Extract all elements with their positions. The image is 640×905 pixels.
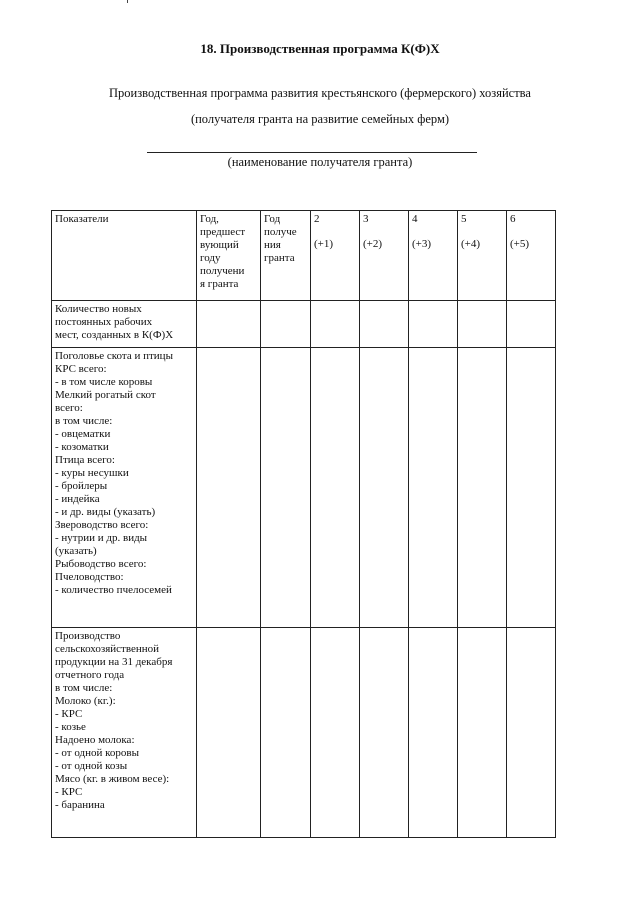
year-offset: (+3) [412, 238, 432, 250]
year-offset: (+4) [461, 238, 481, 250]
page-title: 18. Производственная программа К(Ф)Х [200, 41, 440, 56]
row-label-line: в том числе: [55, 682, 113, 694]
year-offset: (+5) [510, 238, 530, 250]
row-label-line: КРС всего: [55, 363, 107, 375]
row-label [52, 628, 197, 838]
production-program-table [51, 210, 556, 838]
grantee-caption: (наименование получателя гранта) [227, 155, 413, 169]
row-label-line: Надоено молока: [55, 734, 135, 746]
table-row-production [52, 628, 556, 838]
table-row-livestock [52, 348, 556, 628]
header-line: Год [264, 213, 281, 225]
header-year-6 [507, 211, 556, 301]
table-cell [197, 301, 261, 348]
table-cell [261, 301, 311, 348]
header-grant-year [261, 211, 311, 301]
row-label-line: Поголовье скота и птицы [55, 350, 173, 362]
table-cell [409, 301, 458, 348]
row-label-line: Рыбоводство всего: [55, 558, 147, 570]
grantee-name-blank [147, 152, 477, 153]
year-offset: (+1) [314, 238, 334, 250]
row-label-line: (указать) [55, 545, 97, 557]
header-prev-year [197, 211, 261, 301]
table-cell [360, 628, 409, 838]
table-cell [458, 348, 507, 628]
program-subtitle-note: (получателя гранта на развитие семейных ферм) [190, 112, 450, 126]
table-cell [311, 348, 360, 628]
year-number: 3 [363, 213, 369, 225]
row-label-line: - бройлеры [55, 480, 108, 492]
row-label-line: мест, созданных в К(Ф)Х [55, 329, 174, 341]
table-cell [409, 348, 458, 628]
table-cell [311, 628, 360, 838]
header-year-2 [311, 211, 360, 301]
header-line: году [200, 252, 221, 264]
table-cell [311, 301, 360, 348]
year-number: 2 [314, 213, 320, 225]
table-cell [360, 348, 409, 628]
table-cell [409, 628, 458, 838]
row-label-line: в том числе: [55, 415, 113, 427]
table-cell [197, 348, 261, 628]
row-label-line: продукции на 31 декабря [55, 656, 173, 668]
row-label-line: - от одной коровы [55, 747, 139, 759]
row-label-line: - в том числе коровы [55, 376, 153, 388]
header-indicators-label: Показатели [55, 213, 109, 225]
row-label-line: - овцематки [55, 428, 111, 440]
table-cell [261, 348, 311, 628]
row-label-line: Производство [55, 630, 121, 642]
year-number: 4 [412, 213, 418, 225]
row-label-line: - и др. виды (указать) [55, 506, 156, 518]
table-cell [458, 628, 507, 838]
row-label-line: Пчеловодство: [55, 571, 124, 583]
header-line: получе [264, 226, 297, 238]
row-label-line: Количество новых [55, 303, 142, 315]
table-cell [197, 628, 261, 838]
row-label-line: Мелкий рогатый скот [55, 389, 156, 401]
year-number: 5 [461, 213, 467, 225]
row-label-line: Молоко (кг.): [55, 695, 116, 707]
row-label-line: отчетного года [55, 669, 125, 681]
row-label-line: - козоматки [55, 441, 109, 453]
table-cell [507, 348, 556, 628]
table-cell [360, 301, 409, 348]
header-line: вующий [200, 239, 239, 251]
row-label-line: - баранина [55, 799, 105, 811]
row-label-line: - козье [55, 721, 86, 733]
header-line: получени [200, 265, 245, 277]
header-line: предшест [200, 226, 246, 238]
table-header-row [52, 211, 556, 301]
row-label-line: постоянных рабочих [55, 316, 153, 328]
table-cell [261, 628, 311, 838]
table-cell [507, 628, 556, 838]
row-label-line: Мясо (кг. в живом весе): [55, 773, 170, 785]
year-offset: (+2) [363, 238, 383, 250]
header-year-4 [409, 211, 458, 301]
table-cell [458, 301, 507, 348]
table-cell [507, 301, 556, 348]
scan-mark [127, 0, 128, 3]
row-label [52, 301, 197, 348]
header-year-3 [360, 211, 409, 301]
header-line: я гранта [200, 278, 239, 290]
row-label-line: - от одной козы [55, 760, 128, 772]
row-label-line: сельскохозяйственной [55, 643, 160, 655]
row-label-line: - нутрии и др. виды [55, 532, 148, 544]
row-label [52, 348, 197, 628]
header-year-5 [458, 211, 507, 301]
header-line: ния [264, 239, 281, 251]
header-line: гранта [264, 252, 295, 264]
row-label-line: - куры несушки [55, 467, 129, 479]
row-label-line: Птица всего: [55, 454, 115, 466]
header-line: Год, [200, 213, 219, 225]
header-indicators [52, 211, 197, 301]
row-label-line: - КРС [55, 708, 83, 720]
row-label-line: всего: [55, 402, 83, 414]
row-label-line: Звероводство всего: [55, 519, 149, 531]
program-subtitle: Производственная программа развития крестьянского (фермерского) хозяйства [109, 86, 531, 100]
year-number: 6 [510, 213, 516, 225]
row-label-line: - количество пчелосемей [55, 584, 172, 596]
table-row-new-jobs [52, 301, 556, 348]
row-label-line: - индейка [55, 493, 100, 505]
row-label-line: - КРС [55, 786, 83, 798]
